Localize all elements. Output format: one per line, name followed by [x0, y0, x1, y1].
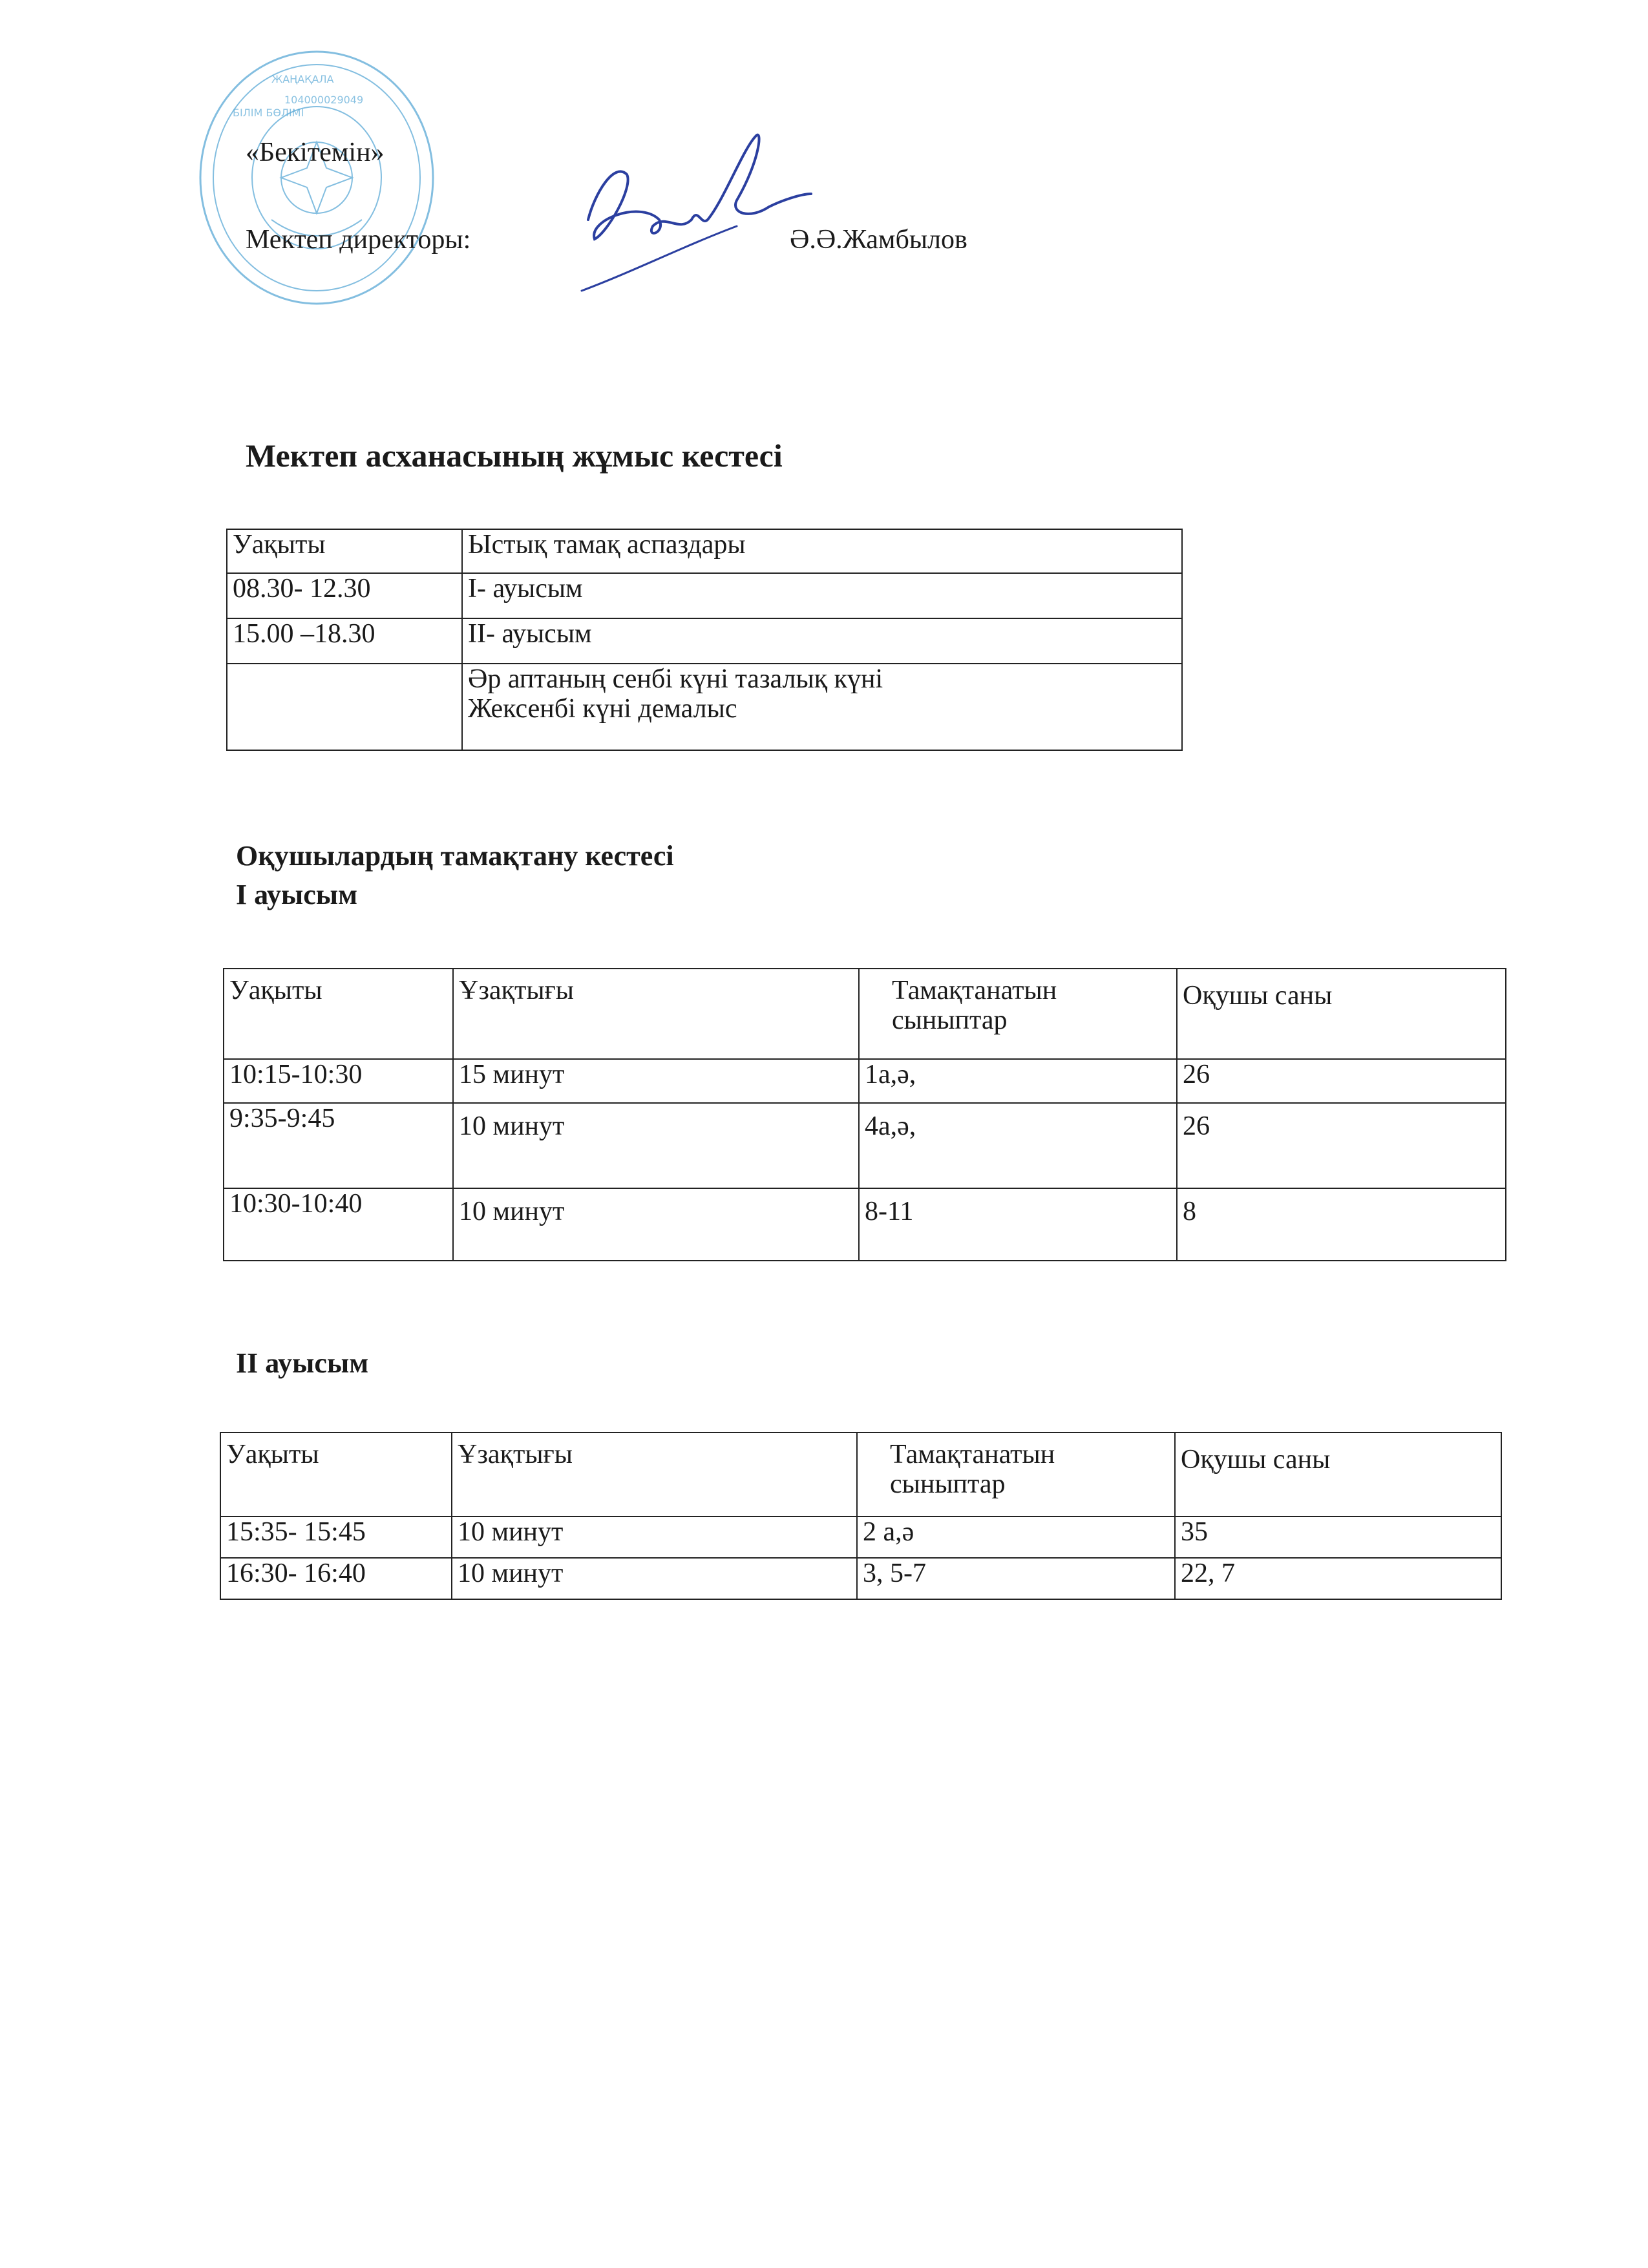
time-cell: 15:35- 15:45 [220, 1517, 452, 1558]
table-row [220, 1558, 1501, 1599]
table-row [220, 1517, 1501, 1558]
svg-text:ЖАҢАҚАЛА: ЖАҢАҚАЛА [271, 73, 334, 85]
table-header-row [227, 529, 1182, 573]
svg-text:БІЛІМ БӨЛІМІ: БІЛІМ БӨЛІМІ [233, 107, 304, 119]
header-cell: Уақыты [224, 969, 453, 1059]
header-cell: Оқушы саны [1175, 1433, 1501, 1517]
duration-cell: 10 минут [452, 1517, 857, 1558]
notes-cell [462, 664, 1182, 750]
canteen-schedule-table [226, 529, 1183, 751]
svg-text:104000029049: 104000029049 [284, 94, 364, 106]
director-label: Мектеп директоры: [246, 225, 471, 255]
time-cell: 16:30- 16:40 [220, 1558, 452, 1599]
header-cell: Тамақтанатын сыныптар [857, 1433, 1175, 1517]
shift1-label: І ауысым [236, 879, 358, 910]
header-cell: Ұзақтығы [453, 969, 859, 1059]
classes-cell: 8-11 [859, 1188, 1177, 1261]
approval-label: «Бекітемін» [246, 138, 385, 167]
shift1-table [223, 968, 1506, 1261]
director-name: Ә.Ә.Жамбылов [790, 225, 967, 255]
note-line: Әр аптаның сенбі күні тазалық күні [468, 664, 883, 694]
classes-cell: 1а,ә, [859, 1059, 1177, 1103]
duration-cell: 10 минут [453, 1103, 859, 1188]
table-header-row [220, 1433, 1501, 1517]
canteen-schedule-title: Мектеп асханасының жұмыс кестесі [246, 437, 783, 474]
students-cell: 8 [1177, 1188, 1506, 1261]
classes-cell: 2 а,ә [857, 1517, 1175, 1558]
header-cell: Оқушы саны [1177, 969, 1506, 1059]
table-row [227, 664, 1182, 750]
students-cell: 22, 7 [1175, 1558, 1501, 1599]
table-row [224, 1059, 1506, 1103]
table-header-row [224, 969, 1506, 1059]
shift-cell: ІІ- ауысым [462, 618, 1182, 664]
header-cell: Уақыты [227, 529, 462, 573]
time-cell: 10:15-10:30 [224, 1059, 453, 1103]
table-row [227, 573, 1182, 618]
classes-cell: 4а,ә, [859, 1103, 1177, 1188]
duration-cell: 10 минут [453, 1188, 859, 1261]
header-cell: Ыстық тамақ аспаздары [462, 529, 1182, 573]
table-row [224, 1188, 1506, 1261]
table-row [227, 618, 1182, 664]
school-seal [194, 45, 439, 310]
header-cell: Тамақтанатын сыныптар [859, 969, 1177, 1059]
time-cell: 08.30- 12.30 [227, 573, 462, 618]
time-cell: 10:30-10:40 [224, 1188, 453, 1261]
time-cell: 15.00 –18.30 [227, 618, 462, 664]
header-cell: Уақыты [220, 1433, 452, 1517]
time-cell: 9:35-9:45 [224, 1103, 453, 1188]
shift2-table [220, 1432, 1502, 1600]
empty-cell [227, 664, 462, 750]
students-cell: 26 [1177, 1059, 1506, 1103]
header-cell: Ұзақтығы [452, 1433, 857, 1517]
classes-cell: 3, 5-7 [857, 1558, 1175, 1599]
students-cell: 35 [1175, 1517, 1501, 1558]
director-signature [569, 123, 814, 330]
duration-cell: 10 минут [452, 1558, 857, 1599]
duration-cell: 15 минут [453, 1059, 859, 1103]
shift2-label: ІІ ауысым [236, 1347, 369, 1379]
table-row [224, 1103, 1506, 1188]
shift-cell: І- ауысым [462, 573, 1182, 618]
students-cell: 26 [1177, 1103, 1506, 1188]
note-line: Жексенбі күні демалыс [468, 694, 737, 724]
meals-schedule-title: Оқушылардың тамақтану кестесі [236, 840, 674, 872]
